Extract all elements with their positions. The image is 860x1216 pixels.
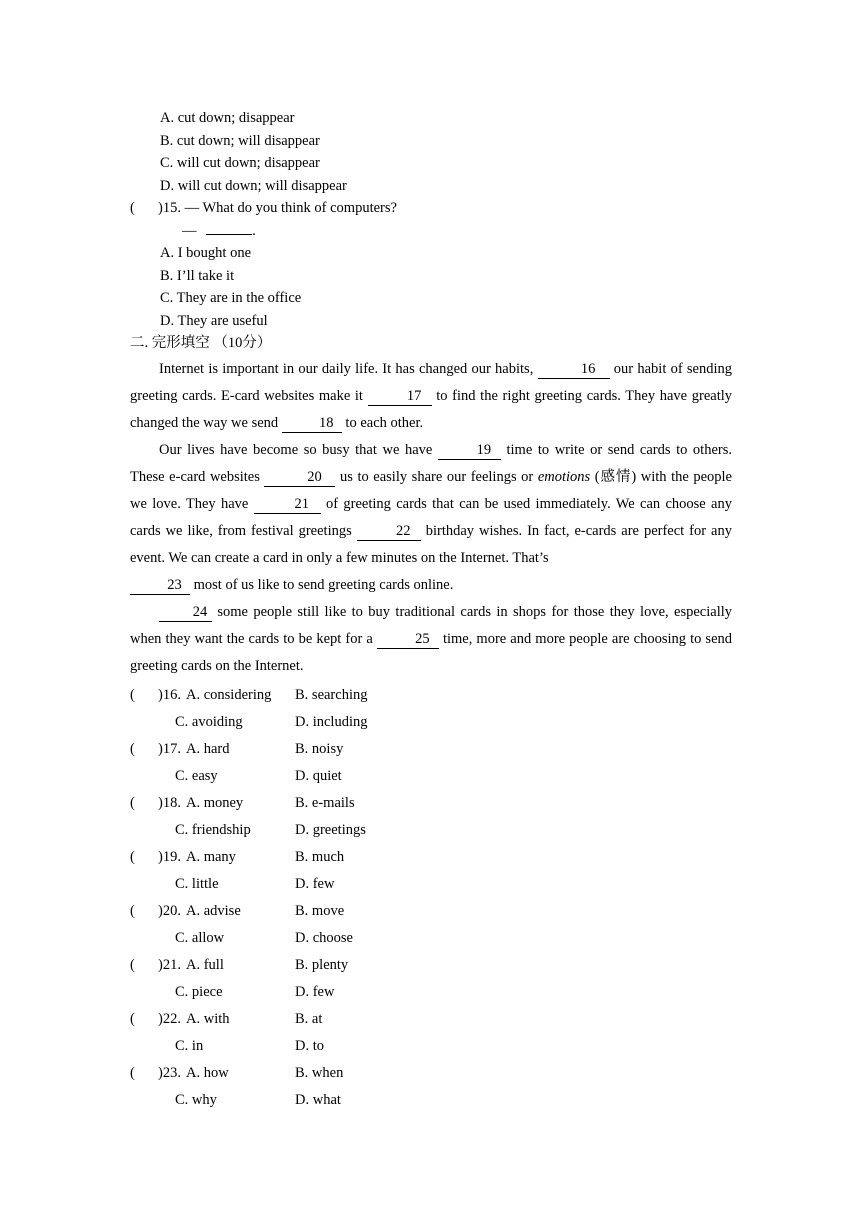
question-16-option-a[interactable]: A. considering	[186, 687, 272, 703]
question-17-number: )17.	[158, 741, 181, 757]
question-16-number: )16.	[158, 687, 181, 703]
question-17-option-b[interactable]: B. noisy	[295, 741, 344, 757]
question-17-option-c[interactable]: C. easy	[175, 768, 218, 784]
question-20-option-c[interactable]: C. allow	[175, 930, 225, 946]
question-21-option-b[interactable]: B. plenty	[295, 957, 349, 973]
question-22-number: )22.	[158, 1011, 181, 1027]
blank-24[interactable]: 24	[159, 604, 212, 622]
question-21-option-d[interactable]: D. few	[295, 984, 335, 1000]
passage-paragraph-2: Our lives have become so busy that we have 19 time to write or send cards to others. These e-card websites 20 us to easily share our feelings or emotions (感情) with the people we love. They have 21 of greeting cards that can be used immediately. We can choose any cards we like, from festival greetings 22 birthday wishes. In fact, e-cards are perfect for any event. We can create a card in only a few minutes on the Internet. That’s 23 most of us like to send greeting cards online.	[130, 442, 732, 593]
question-21-paren[interactable]: (	[130, 957, 135, 973]
question-18-option-b[interactable]: B. e-mails	[295, 795, 355, 811]
question-19-option-d[interactable]: D. few	[295, 876, 335, 892]
question-23-number: )23.	[158, 1065, 181, 1081]
question-20-option-d[interactable]: D. choose	[295, 930, 353, 946]
question-19-paren[interactable]: (	[130, 849, 135, 865]
question-22-option-d[interactable]: D. to	[295, 1038, 324, 1054]
q15-option-c: C. They are in the office	[160, 290, 302, 306]
blank-18[interactable]: 18	[282, 415, 342, 433]
question-19-option-b[interactable]: B. much	[295, 849, 345, 865]
question-19-option-c[interactable]: C. little	[175, 876, 219, 892]
q14-option-d: D. will cut down; will disappear	[160, 178, 347, 194]
q15-number: 15.	[162, 200, 181, 216]
passage-paragraph-1: Internet is important in our daily life. It has changed our habits, 16 our habit of sending greeting cards. E-card websites make it 17 to find the right greeting cards. They have greatly changed the way we send 18 to each other.	[130, 361, 732, 431]
question-20-paren[interactable]: (	[130, 903, 135, 919]
question-23-option-a[interactable]: A. how	[186, 1065, 229, 1081]
q15-reply	[182, 221, 256, 241]
cloze-passage	[130, 356, 732, 680]
q14-option-b: B. cut down; will disappear	[160, 133, 320, 149]
question-21-option-a[interactable]: A. full	[186, 957, 224, 973]
question-21-number: )21.	[158, 957, 181, 973]
q15-option-b: B. I’ll take it	[160, 268, 235, 284]
q15-reply-dash: —	[182, 223, 197, 239]
question-16-option-c[interactable]: C. avoiding	[175, 714, 243, 730]
question-23-option-d[interactable]: D. what	[295, 1092, 341, 1108]
question-22-option-b[interactable]: B. at	[295, 1011, 323, 1027]
question-23-paren[interactable]: (	[130, 1065, 135, 1081]
q14-option-a: A. cut down; disappear	[160, 110, 295, 126]
blank-25[interactable]: 25	[377, 631, 439, 649]
q15-option-a: A. I bought one	[160, 245, 252, 261]
question-21-option-c[interactable]: C. piece	[175, 984, 223, 1000]
blank-16[interactable]: 16	[538, 361, 610, 379]
question-16-paren[interactable]: (	[130, 687, 135, 703]
question-23-option-c[interactable]: C. why	[175, 1092, 217, 1108]
question-17-option-a[interactable]: A. hard	[186, 741, 230, 757]
question-17-paren[interactable]: (	[130, 741, 135, 757]
question-19-option-a[interactable]: A. many	[186, 849, 236, 865]
blank-19[interactable]: 19	[438, 442, 501, 460]
q15-answer-blank[interactable]	[206, 234, 252, 235]
question-18-option-c[interactable]: C. friendship	[175, 822, 251, 838]
q14-option-c: C. will cut down; disappear	[160, 155, 320, 171]
q15-question: — What do you think of computers?	[184, 200, 397, 216]
question-18-paren[interactable]: (	[130, 795, 135, 811]
question-20-option-a[interactable]: A. advise	[186, 903, 241, 919]
question-20-number: )20.	[158, 903, 181, 919]
blank-20[interactable]: 20	[264, 469, 335, 487]
question-22-option-a[interactable]: A. with	[186, 1011, 230, 1027]
q15-paren-close: )	[158, 200, 163, 216]
q15-stem	[158, 198, 397, 218]
q15-reply-end: .	[252, 223, 256, 239]
question-16-option-b[interactable]: B. searching	[295, 687, 368, 703]
emotions-word: emotions	[537, 469, 591, 485]
blank-21[interactable]: 21	[254, 496, 321, 514]
question-22-paren[interactable]: (	[130, 1011, 135, 1027]
blank-17[interactable]: 17	[368, 388, 432, 406]
question-20-option-b[interactable]: B. move	[295, 903, 345, 919]
question-18-option-d[interactable]: D. greetings	[295, 822, 366, 838]
question-18-option-a[interactable]: A. money	[186, 795, 244, 811]
question-23-option-b[interactable]: B. when	[295, 1065, 344, 1081]
question-22-option-c[interactable]: C. in	[175, 1038, 204, 1054]
question-19-number: )19.	[158, 849, 181, 865]
passage-paragraph-3: 24 some people still like to buy traditional cards in shops for those they love, especially when they want the cards to be kept for a 25 time, more and more people are choosing to send greeting cards on the Internet.	[130, 604, 733, 674]
section-heading: 二. 完形填空 （10分）	[130, 335, 272, 351]
question-16-option-d[interactable]: D. including	[295, 714, 368, 730]
question-17-option-d[interactable]: D. quiet	[295, 768, 342, 784]
q15-option-d: D. They are useful	[160, 313, 268, 329]
blank-22[interactable]: 22	[357, 523, 421, 541]
question-18-number: )18.	[158, 795, 181, 811]
blank-23[interactable]: 23	[130, 577, 190, 595]
q15-paren-open: (	[130, 200, 135, 216]
